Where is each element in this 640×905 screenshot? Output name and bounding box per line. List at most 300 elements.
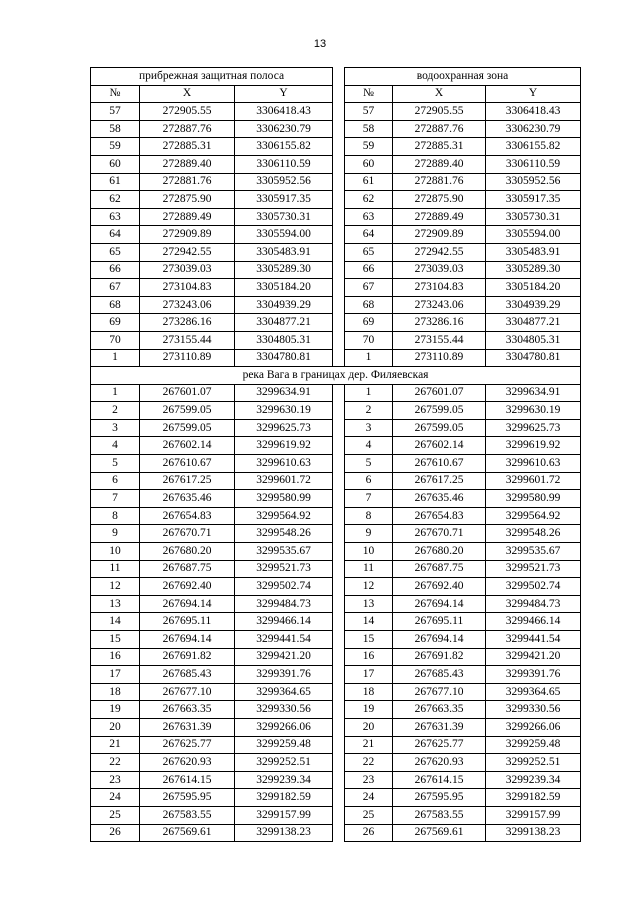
cell-x: 267614.15 (393, 771, 486, 789)
cell-x: 267620.93 (140, 754, 235, 772)
cell-y: 3305483.91 (486, 243, 581, 261)
col-header-num: № (91, 85, 140, 103)
cell-y: 3299252.51 (235, 754, 333, 772)
cell-num: 66 (91, 261, 140, 279)
cell-x: 267617.25 (393, 472, 486, 490)
column-gap (333, 85, 345, 103)
column-gap (333, 701, 345, 719)
cell-x: 273104.83 (140, 279, 235, 297)
cell-num: 9 (345, 525, 393, 543)
cell-x: 267599.05 (140, 419, 235, 437)
cell-num: 7 (91, 490, 140, 508)
cell-x: 267680.20 (393, 543, 486, 561)
cell-y: 3304805.31 (486, 331, 581, 349)
table-row (91, 419, 581, 437)
column-gap (333, 771, 345, 789)
cell-y: 3299610.63 (486, 455, 581, 473)
cell-x: 267695.11 (393, 613, 486, 631)
table-row (91, 718, 581, 736)
cell-y: 3304780.81 (235, 349, 333, 367)
cell-y: 3299601.72 (486, 472, 581, 490)
cell-num: 21 (345, 736, 393, 754)
coordinates-table (90, 67, 581, 842)
section-heading-row (91, 367, 581, 385)
table-row (91, 455, 581, 473)
table-row (91, 472, 581, 490)
cell-x: 272885.31 (140, 138, 235, 156)
cell-x: 267694.14 (140, 631, 235, 649)
cell-num: 23 (91, 771, 140, 789)
column-gap (333, 384, 345, 402)
cell-num: 16 (91, 648, 140, 666)
cell-y: 3304780.81 (486, 349, 581, 367)
cell-x: 267694.14 (140, 595, 235, 613)
cell-x: 272885.31 (393, 138, 486, 156)
cell-num: 8 (345, 507, 393, 525)
cell-y: 3299625.73 (235, 419, 333, 437)
cell-x: 272889.49 (393, 208, 486, 226)
cell-x: 267599.05 (393, 419, 486, 437)
cell-num: 58 (345, 120, 393, 138)
cell-num: 5 (345, 455, 393, 473)
cell-num: 57 (91, 103, 140, 121)
column-gap (333, 525, 345, 543)
cell-x: 273155.44 (393, 331, 486, 349)
cell-num: 18 (345, 683, 393, 701)
column-gap (333, 191, 345, 209)
cell-x: 267670.71 (140, 525, 235, 543)
cell-y: 3299259.48 (235, 736, 333, 754)
column-gap (333, 349, 345, 367)
cell-y: 3306110.59 (235, 155, 333, 173)
cell-num: 12 (91, 578, 140, 596)
cell-num: 11 (345, 560, 393, 578)
cell-y: 3305594.00 (486, 226, 581, 244)
cell-y: 3306230.79 (235, 120, 333, 138)
cell-x: 267595.95 (393, 789, 486, 807)
cell-num: 64 (91, 226, 140, 244)
cell-y: 3305917.35 (235, 191, 333, 209)
cell-y: 3299239.34 (235, 771, 333, 789)
cell-y: 3299182.59 (235, 789, 333, 807)
cell-num: 69 (91, 314, 140, 332)
cell-num: 65 (91, 243, 140, 261)
table-row (91, 402, 581, 420)
cell-x: 267635.46 (140, 490, 235, 508)
table-row (91, 507, 581, 525)
column-header-row (91, 85, 581, 103)
cell-x: 267625.77 (393, 736, 486, 754)
cell-y: 3305952.56 (235, 173, 333, 191)
cell-y: 3299421.20 (235, 648, 333, 666)
cell-y: 3305184.20 (235, 279, 333, 297)
section-heading-river-vaga: река Вага в границах дер. Филяевская (91, 367, 581, 385)
cell-num: 61 (91, 173, 140, 191)
cell-x: 267692.40 (393, 578, 486, 596)
cell-num: 67 (91, 279, 140, 297)
page-number: 13 (313, 38, 327, 50)
table-row (91, 226, 581, 244)
cell-num: 19 (345, 701, 393, 719)
table-row (91, 701, 581, 719)
cell-y: 3299502.74 (486, 578, 581, 596)
table-row (91, 120, 581, 138)
cell-num: 10 (91, 543, 140, 561)
cell-y: 3306155.82 (235, 138, 333, 156)
cell-y: 3299634.91 (235, 384, 333, 402)
cell-y: 3299466.14 (235, 613, 333, 631)
column-gap (333, 507, 345, 525)
column-gap (333, 613, 345, 631)
cell-y: 3299157.99 (235, 806, 333, 824)
table-row (91, 771, 581, 789)
cell-x: 267687.75 (393, 560, 486, 578)
col-header-x: X (140, 85, 235, 103)
cell-y: 3299364.65 (235, 683, 333, 701)
cell-num: 20 (91, 718, 140, 736)
cell-num: 18 (91, 683, 140, 701)
cell-num: 70 (345, 331, 393, 349)
table-row (91, 613, 581, 631)
cell-y: 3299564.92 (235, 507, 333, 525)
cell-y: 3305483.91 (235, 243, 333, 261)
cell-y: 3306418.43 (486, 103, 581, 121)
column-gap (333, 789, 345, 807)
table-row (91, 208, 581, 226)
cell-x: 267670.71 (393, 525, 486, 543)
cell-y: 3306110.59 (486, 155, 581, 173)
cell-y: 3305594.00 (235, 226, 333, 244)
table-row (91, 666, 581, 684)
cell-x: 267569.61 (140, 824, 235, 842)
table-row (91, 173, 581, 191)
cell-num: 1 (345, 349, 393, 367)
cell-num: 62 (345, 191, 393, 209)
column-gap (333, 666, 345, 684)
cell-x: 273286.16 (393, 314, 486, 332)
cell-y: 3299484.73 (486, 595, 581, 613)
cell-y: 3299619.92 (235, 437, 333, 455)
cell-x: 267691.82 (393, 648, 486, 666)
cell-y: 3299266.06 (235, 718, 333, 736)
table-row (91, 543, 581, 561)
cell-y: 3305730.31 (235, 208, 333, 226)
cell-y: 3299630.19 (486, 402, 581, 420)
cell-x: 267695.11 (140, 613, 235, 631)
table-row (91, 631, 581, 649)
cell-num: 22 (345, 754, 393, 772)
cell-y: 3299521.73 (486, 560, 581, 578)
cell-num: 3 (91, 419, 140, 437)
cell-x: 267685.43 (140, 666, 235, 684)
table-row (91, 103, 581, 121)
cell-y: 3306418.43 (235, 103, 333, 121)
column-gap (333, 261, 345, 279)
cell-x: 267602.14 (140, 437, 235, 455)
column-gap (333, 138, 345, 156)
cell-y: 3306230.79 (486, 120, 581, 138)
column-gap (333, 331, 345, 349)
table-row (91, 824, 581, 842)
column-gap (333, 226, 345, 244)
cell-num: 24 (91, 789, 140, 807)
column-gap (333, 736, 345, 754)
cell-x: 273110.89 (393, 349, 486, 367)
cell-x: 267654.83 (393, 507, 486, 525)
cell-num: 60 (91, 155, 140, 173)
cell-num: 9 (91, 525, 140, 543)
cell-y: 3304877.21 (235, 314, 333, 332)
cell-num: 19 (91, 701, 140, 719)
cell-x: 273039.03 (140, 261, 235, 279)
cell-x: 267663.35 (140, 701, 235, 719)
column-gap (333, 279, 345, 297)
cell-num: 23 (345, 771, 393, 789)
cell-y: 3299138.23 (486, 824, 581, 842)
column-gap (333, 208, 345, 226)
cell-num: 14 (345, 613, 393, 631)
cell-y: 3299441.54 (235, 631, 333, 649)
cell-x: 267583.55 (140, 806, 235, 824)
cell-x: 273110.89 (140, 349, 235, 367)
cell-x: 267635.46 (393, 490, 486, 508)
cell-x: 272905.55 (393, 103, 486, 121)
column-gap (333, 631, 345, 649)
cell-y: 3304939.29 (235, 296, 333, 314)
table-row (91, 261, 581, 279)
cell-num: 7 (345, 490, 393, 508)
cell-num: 4 (91, 437, 140, 455)
cell-num: 16 (345, 648, 393, 666)
cell-y: 3304805.31 (235, 331, 333, 349)
column-gap (333, 754, 345, 772)
cell-y: 3299157.99 (486, 806, 581, 824)
cell-y: 3299252.51 (486, 754, 581, 772)
table-row (91, 648, 581, 666)
cell-y: 3299484.73 (235, 595, 333, 613)
cell-num: 61 (345, 173, 393, 191)
table-row (91, 155, 581, 173)
cell-y: 3299535.67 (486, 543, 581, 561)
cell-x: 267602.14 (393, 437, 486, 455)
cell-x: 267685.43 (393, 666, 486, 684)
column-gap (333, 490, 345, 508)
cell-num: 14 (91, 613, 140, 631)
cell-x: 272875.90 (393, 191, 486, 209)
cell-num: 64 (345, 226, 393, 244)
cell-y: 3299466.14 (486, 613, 581, 631)
cell-x: 267677.10 (140, 683, 235, 701)
table-row (91, 279, 581, 297)
cell-x: 267599.05 (393, 402, 486, 420)
cell-x: 267631.39 (393, 718, 486, 736)
cell-x: 267677.10 (393, 683, 486, 701)
cell-num: 68 (345, 296, 393, 314)
col-header-x: X (393, 85, 486, 103)
cell-y: 3306155.82 (486, 138, 581, 156)
cell-num: 17 (345, 666, 393, 684)
table-row (91, 490, 581, 508)
column-gap (333, 824, 345, 842)
column-gap (333, 806, 345, 824)
cell-num: 59 (345, 138, 393, 156)
cell-num: 60 (345, 155, 393, 173)
cell-num: 59 (91, 138, 140, 156)
cell-num: 6 (91, 472, 140, 490)
cell-y: 3299364.65 (486, 683, 581, 701)
cell-y: 3299535.67 (235, 543, 333, 561)
column-gap (333, 120, 345, 138)
cell-num: 21 (91, 736, 140, 754)
table-row (91, 331, 581, 349)
column-gap (333, 419, 345, 437)
cell-y: 3299330.56 (235, 701, 333, 719)
cell-y: 3305289.30 (486, 261, 581, 279)
cell-num: 22 (91, 754, 140, 772)
cell-y: 3299259.48 (486, 736, 581, 754)
cell-y: 3305730.31 (486, 208, 581, 226)
cell-y: 3299580.99 (486, 490, 581, 508)
cell-x: 267595.95 (140, 789, 235, 807)
column-gap (333, 296, 345, 314)
cell-num: 25 (345, 806, 393, 824)
cell-x: 272887.76 (140, 120, 235, 138)
table-row (91, 384, 581, 402)
cell-y: 3299138.23 (235, 824, 333, 842)
cell-y: 3299266.06 (486, 718, 581, 736)
cell-num: 5 (91, 455, 140, 473)
cell-num: 1 (91, 384, 140, 402)
column-gap (333, 243, 345, 261)
table-row (91, 138, 581, 156)
cell-x: 267620.93 (393, 754, 486, 772)
cell-x: 272875.90 (140, 191, 235, 209)
cell-num: 70 (91, 331, 140, 349)
column-gap (333, 455, 345, 473)
cell-num: 8 (91, 507, 140, 525)
heading-water-protection-zone: водоохранная зона (345, 68, 581, 86)
column-gap (333, 437, 345, 455)
cell-y: 3305184.20 (486, 279, 581, 297)
coordinates-table-body (91, 68, 581, 842)
cell-num: 11 (91, 560, 140, 578)
cell-y: 3299610.63 (235, 455, 333, 473)
cell-num: 15 (91, 631, 140, 649)
column-gap (333, 155, 345, 173)
cell-x: 267687.75 (140, 560, 235, 578)
table-row (91, 560, 581, 578)
cell-y: 3299239.34 (486, 771, 581, 789)
cell-y: 3299182.59 (486, 789, 581, 807)
cell-num: 63 (345, 208, 393, 226)
cell-num: 15 (345, 631, 393, 649)
table-row (91, 806, 581, 824)
cell-x: 267654.83 (140, 507, 235, 525)
cell-num: 66 (345, 261, 393, 279)
cell-x: 267614.15 (140, 771, 235, 789)
cell-num: 20 (345, 718, 393, 736)
cell-num: 26 (345, 824, 393, 842)
cell-x: 273243.06 (393, 296, 486, 314)
cell-x: 272889.49 (140, 208, 235, 226)
table-heading-row (91, 68, 581, 86)
heading-coastal-strip: прибрежная защитная полоса (91, 68, 333, 86)
cell-x: 273155.44 (140, 331, 235, 349)
cell-x: 273104.83 (393, 279, 486, 297)
cell-x: 267691.82 (140, 648, 235, 666)
cell-y: 3299564.92 (486, 507, 581, 525)
cell-y: 3299619.92 (486, 437, 581, 455)
column-gap (333, 103, 345, 121)
cell-num: 58 (91, 120, 140, 138)
cell-num: 6 (345, 472, 393, 490)
cell-x: 267601.07 (140, 384, 235, 402)
cell-y: 3299625.73 (486, 419, 581, 437)
cell-x: 272887.76 (393, 120, 486, 138)
cell-y: 3299391.76 (486, 666, 581, 684)
col-header-num: № (345, 85, 393, 103)
column-gap (333, 595, 345, 613)
table-row (91, 736, 581, 754)
cell-x: 272942.55 (393, 243, 486, 261)
cell-x: 273039.03 (393, 261, 486, 279)
cell-x: 267610.67 (393, 455, 486, 473)
cell-x: 267663.35 (393, 701, 486, 719)
cell-num: 17 (91, 666, 140, 684)
cell-x: 272889.40 (393, 155, 486, 173)
cell-num: 68 (91, 296, 140, 314)
cell-y: 3299630.19 (235, 402, 333, 420)
column-gap (333, 173, 345, 191)
table-row (91, 243, 581, 261)
cell-x: 273243.06 (140, 296, 235, 314)
cell-x: 267680.20 (140, 543, 235, 561)
column-gap (333, 578, 345, 596)
cell-x: 272909.89 (140, 226, 235, 244)
table-row (91, 754, 581, 772)
table-row (91, 349, 581, 367)
cell-x: 267569.61 (393, 824, 486, 842)
table-row (91, 578, 581, 596)
cell-x: 267599.05 (140, 402, 235, 420)
table-row (91, 296, 581, 314)
cell-num: 1 (345, 384, 393, 402)
table-row (91, 191, 581, 209)
cell-num: 1 (91, 349, 140, 367)
cell-num: 65 (345, 243, 393, 261)
cell-x: 272905.55 (140, 103, 235, 121)
column-gap (333, 68, 345, 86)
cell-y: 3299502.74 (235, 578, 333, 596)
cell-y: 3304877.21 (486, 314, 581, 332)
cell-num: 12 (345, 578, 393, 596)
cell-y: 3305952.56 (486, 173, 581, 191)
cell-x: 273286.16 (140, 314, 235, 332)
cell-y: 3299548.26 (486, 525, 581, 543)
table-row (91, 595, 581, 613)
column-gap (333, 560, 345, 578)
cell-x: 272942.55 (140, 243, 235, 261)
cell-num: 13 (91, 595, 140, 613)
table-row (91, 314, 581, 332)
cell-x: 267583.55 (393, 806, 486, 824)
table-row (91, 437, 581, 455)
cell-num: 10 (345, 543, 393, 561)
cell-y: 3304939.29 (486, 296, 581, 314)
table-row (91, 525, 581, 543)
column-gap (333, 402, 345, 420)
cell-y: 3299634.91 (486, 384, 581, 402)
